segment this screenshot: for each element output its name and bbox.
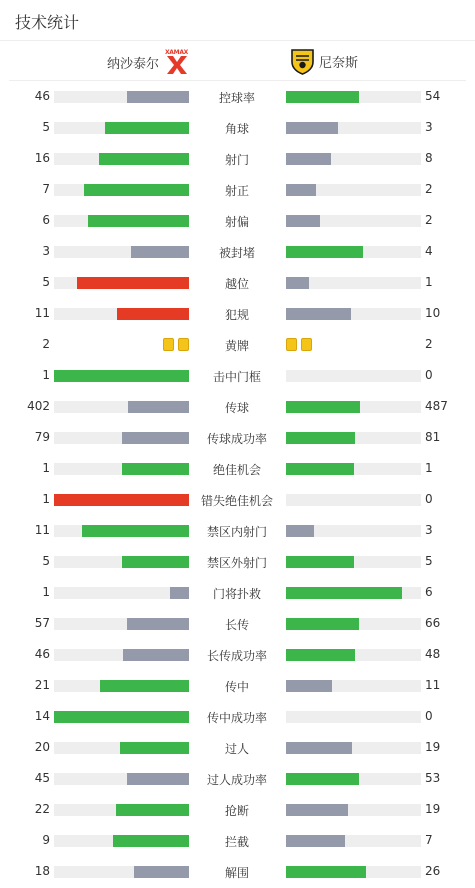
home-stat-bar [54, 153, 189, 165]
away-stat-bar [286, 153, 421, 165]
home-stat-bar [54, 866, 189, 878]
stat-row [0, 794, 475, 825]
home-stat-value: 5 [42, 554, 50, 568]
away-stat-value: 7 [425, 833, 433, 847]
home-stat-value: 2 [42, 337, 50, 351]
home-stat-value: 7 [42, 182, 50, 196]
stat-label: 传球成功率 [206, 432, 267, 446]
away-stat-bar-fill [286, 835, 345, 847]
stat-label: 过人成功率 [206, 773, 267, 787]
home-stat-value: 1 [42, 585, 50, 599]
away-stat-value: 1 [425, 461, 433, 475]
away-stat-bar [286, 525, 421, 537]
home-stat-bar-fill [122, 556, 190, 568]
stat-label: 绝佳机会 [212, 463, 261, 477]
away-stat-value: 10 [425, 306, 441, 320]
away-stat-bar [286, 866, 421, 878]
away-stat-value: 1 [425, 275, 433, 289]
stat-row [0, 825, 475, 856]
away-stat-bar-fill [286, 525, 314, 537]
away-yellow-cards [286, 338, 312, 351]
home-stat-bar [54, 184, 189, 196]
stat-row [0, 81, 475, 112]
home-stat-bar-fill [99, 153, 189, 165]
stat-row [0, 515, 475, 546]
stat-label: 角球 [224, 122, 249, 136]
stat-label: 解围 [224, 866, 249, 880]
home-stat-bar [54, 773, 189, 785]
yellow-card-icon [178, 338, 189, 351]
away-stat-bar [286, 680, 421, 692]
away-stat-bar-fill [286, 246, 363, 258]
away-stat-bar [286, 618, 421, 630]
page-title: 技术统计 [15, 13, 80, 32]
home-stat-bar [54, 432, 189, 444]
home-stat-bar [54, 742, 189, 754]
home-stat-bar [54, 215, 189, 227]
away-stat-bar [286, 463, 421, 475]
home-team-logo-text: XAMAX [164, 49, 188, 56]
home-stat-value: 46 [34, 89, 50, 103]
away-stat-bar-fill [286, 556, 354, 568]
yellow-card-icon [163, 338, 174, 351]
away-stat-value: 66 [425, 616, 441, 630]
home-stat-value: 3 [42, 244, 50, 258]
away-stat-bar [286, 649, 421, 661]
home-stat-bar [54, 246, 189, 258]
away-stat-value: 0 [425, 368, 433, 382]
home-stat-bar-fill [117, 308, 189, 320]
stat-row [0, 453, 475, 484]
stat-row [0, 267, 475, 298]
home-stat-value: 18 [34, 864, 50, 878]
away-stat-value: 3 [425, 120, 433, 134]
away-stat-bar [286, 773, 421, 785]
yellow-card-icon [301, 338, 312, 351]
stat-row [0, 360, 475, 391]
home-stat-bar [54, 680, 189, 692]
home-stat-bar-fill [54, 370, 189, 382]
home-stat-bar-fill [128, 401, 189, 413]
stat-row [0, 577, 475, 608]
home-stat-bar [54, 91, 189, 103]
stat-label: 犯规 [224, 308, 249, 322]
away-stat-value: 19 [425, 740, 441, 754]
away-stat-bar [286, 122, 421, 134]
stat-label: 传中成功率 [206, 711, 267, 725]
stat-label: 射门 [224, 153, 249, 167]
home-stat-bar-fill [123, 649, 189, 661]
away-stat-bar [286, 184, 421, 196]
away-stat-bar [286, 401, 421, 413]
home-stat-bar [54, 587, 189, 599]
home-stat-bar-fill [113, 835, 189, 847]
home-stat-bar [54, 835, 189, 847]
home-stat-bar [54, 308, 189, 320]
home-stat-bar-fill [122, 432, 190, 444]
home-stat-value: 11 [34, 306, 50, 320]
home-stat-bar-fill [131, 246, 189, 258]
page-header [0, 0, 475, 41]
home-stat-bar [54, 494, 189, 506]
home-stat-bar-fill [134, 866, 189, 878]
stat-row [0, 236, 475, 267]
stat-row [0, 391, 475, 422]
away-stat-bar-fill [286, 804, 348, 816]
stat-label: 过人 [224, 742, 249, 756]
away-stat-bar-fill [286, 587, 402, 599]
stat-label: 门将扑救 [212, 587, 261, 601]
stat-label: 长传 [224, 618, 249, 632]
home-team-name: 纳沙泰尔 [106, 57, 159, 72]
away-stat-bar [286, 432, 421, 444]
home-stat-bar-fill [77, 277, 189, 289]
stat-label: 错失绝佳机会 [200, 494, 273, 508]
stat-label: 击中门框 [212, 370, 261, 384]
stat-label: 抢断 [224, 804, 249, 818]
away-stat-value: 54 [425, 89, 441, 103]
home-stat-bar-fill [127, 773, 189, 785]
away-stat-bar-fill [286, 91, 359, 103]
away-stat-bar-fill [286, 463, 354, 475]
home-stat-bar [54, 401, 189, 413]
away-team[interactable] [290, 48, 358, 75]
stat-row [0, 174, 475, 205]
home-stat-bar-fill [84, 184, 189, 196]
home-stat-value: 5 [42, 120, 50, 134]
x-logo-icon [165, 55, 189, 75]
home-stat-bar-fill [170, 587, 189, 599]
home-stat-value: 5 [42, 275, 50, 289]
away-stat-value: 11 [425, 678, 441, 692]
away-stat-bar-fill [286, 153, 331, 165]
home-stat-bar-fill [120, 742, 189, 754]
away-stat-bar-fill [286, 742, 352, 754]
stat-row [0, 546, 475, 577]
home-stat-value: 16 [34, 151, 50, 165]
home-stat-value: 20 [34, 740, 50, 754]
home-stat-bar [54, 711, 189, 723]
away-stat-value: 2 [425, 337, 433, 351]
home-stat-bar [54, 463, 189, 475]
away-stat-bar [286, 711, 421, 723]
home-stat-bar-fill [116, 804, 189, 816]
home-stat-value: 1 [42, 368, 50, 382]
home-stat-bar [54, 122, 189, 134]
away-stat-bar-fill [286, 432, 355, 444]
home-stat-value: 14 [34, 709, 50, 723]
stat-label: 传中 [224, 680, 249, 694]
away-stat-value: 0 [425, 492, 433, 506]
stat-label: 拦截 [224, 835, 249, 849]
stat-row [0, 639, 475, 670]
stat-label: 传球 [224, 401, 249, 415]
home-stat-value: 6 [42, 213, 50, 227]
home-stat-bar [54, 556, 189, 568]
away-stat-value: 5 [425, 554, 433, 568]
away-stat-bar-fill [286, 618, 359, 630]
away-stat-bar-fill [286, 649, 355, 661]
home-stat-bar [54, 277, 189, 289]
away-stat-value: 2 [425, 213, 433, 227]
stat-label: 被封堵 [218, 246, 255, 260]
home-stat-value: 11 [34, 523, 50, 537]
home-stat-bar [54, 370, 189, 382]
away-stat-bar-fill [286, 184, 316, 196]
away-stat-value: 8 [425, 151, 433, 165]
away-stat-bar [286, 370, 421, 382]
away-stat-value: 0 [425, 709, 433, 723]
away-stat-bar [286, 556, 421, 568]
away-stat-bar-fill [286, 215, 320, 227]
away-stat-bar-fill [286, 773, 359, 785]
home-stat-bar-fill [54, 494, 189, 506]
stat-row [0, 484, 475, 515]
stat-row [0, 608, 475, 639]
home-stat-bar-fill [54, 711, 189, 723]
home-team-logo [163, 49, 190, 76]
away-stat-bar [286, 246, 421, 258]
away-stat-value: 4 [425, 244, 433, 258]
home-yellow-cards [163, 338, 189, 351]
stat-label: 禁区内射门 [206, 525, 267, 539]
home-stat-bar-fill [100, 680, 189, 692]
home-stat-bar-fill [105, 122, 189, 134]
away-stat-value: 48 [425, 647, 441, 661]
home-stat-value: 1 [42, 461, 50, 475]
stat-row [0, 205, 475, 236]
away-stat-bar-fill [286, 122, 338, 134]
stat-row [0, 856, 475, 887]
stat-label: 黄牌 [224, 339, 249, 353]
away-stat-value: 19 [425, 802, 441, 816]
home-stat-bar [54, 649, 189, 661]
home-stat-value: 1 [42, 492, 50, 506]
home-team[interactable] [107, 49, 190, 76]
away-stat-bar [286, 308, 421, 320]
away-stat-value: 487 [425, 399, 448, 413]
home-stat-bar [54, 804, 189, 816]
away-stat-bar [286, 835, 421, 847]
home-stat-value: 46 [34, 647, 50, 661]
away-stat-bar-fill [286, 308, 351, 320]
away-stat-bar-fill [286, 866, 366, 878]
home-stat-value: 79 [34, 430, 50, 444]
home-stat-value: 402 [27, 399, 50, 413]
away-team-logo-icon [290, 48, 315, 75]
stat-row [0, 732, 475, 763]
home-stat-bar-fill [122, 463, 190, 475]
away-stat-value: 6 [425, 585, 433, 599]
home-stat-value: 9 [42, 833, 50, 847]
stat-row [0, 422, 475, 453]
stat-row [0, 670, 475, 701]
away-stat-value: 26 [425, 864, 441, 878]
away-team-name: 尼奈斯 [319, 56, 359, 71]
away-stat-bar-fill [286, 277, 309, 289]
home-stat-bar-fill [127, 91, 189, 103]
stat-row [0, 763, 475, 794]
home-stat-bar-fill [82, 525, 189, 537]
stat-row [0, 143, 475, 174]
away-stat-bar [286, 804, 421, 816]
away-stat-value: 3 [425, 523, 433, 537]
home-stat-bar [54, 618, 189, 630]
yellow-card-icon [286, 338, 297, 351]
teams-header [9, 41, 466, 81]
away-stat-bar [286, 277, 421, 289]
home-stat-value: 21 [34, 678, 50, 692]
home-stat-bar-fill [127, 618, 189, 630]
stat-row [0, 329, 475, 360]
stat-row [0, 298, 475, 329]
stat-row [0, 701, 475, 732]
stat-label: 长传成功率 [206, 649, 267, 663]
home-stat-value: 22 [34, 802, 50, 816]
stat-label: 射偏 [224, 215, 249, 229]
stat-label: 射正 [224, 184, 249, 198]
away-stat-value: 2 [425, 182, 433, 196]
home-stat-bar-fill [88, 215, 189, 227]
away-stat-bar [286, 742, 421, 754]
home-stat-value: 57 [34, 616, 50, 630]
away-stat-bar-fill [286, 401, 360, 413]
stat-label: 控球率 [218, 91, 255, 105]
away-stat-bar [286, 494, 421, 506]
away-stat-bar [286, 91, 421, 103]
away-stat-value: 81 [425, 430, 441, 444]
home-stat-bar [54, 525, 189, 537]
stat-label: 禁区外射门 [206, 556, 267, 570]
away-stat-bar [286, 215, 421, 227]
away-stat-value: 53 [425, 771, 441, 785]
home-stat-value: 45 [34, 771, 50, 785]
away-stat-bar-fill [286, 680, 332, 692]
away-stat-bar [286, 587, 421, 599]
stat-row [0, 112, 475, 143]
stat-label: 越位 [224, 277, 249, 291]
